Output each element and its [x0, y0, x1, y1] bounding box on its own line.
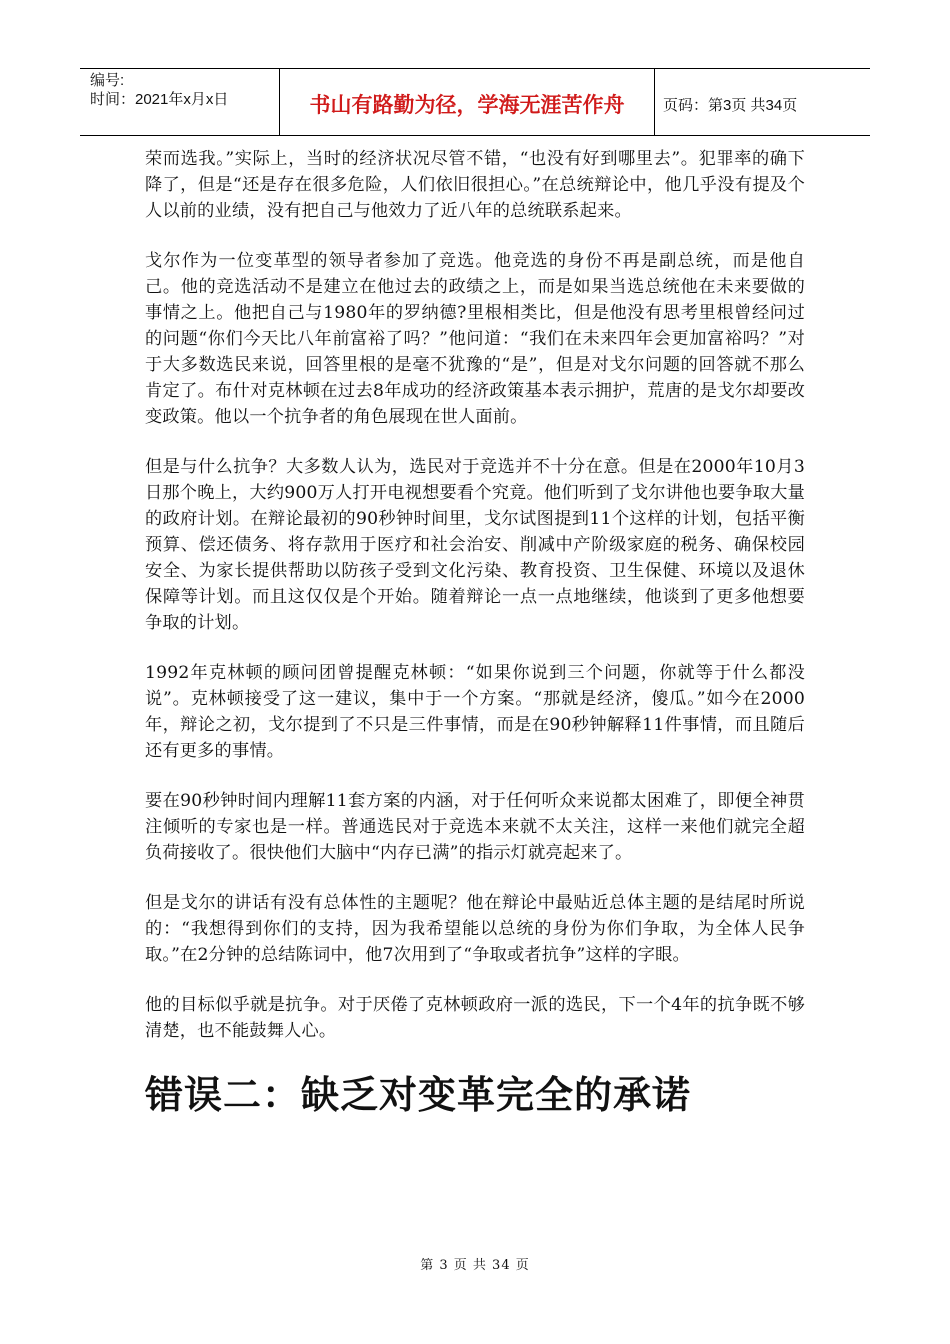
body-paragraph: 要在90秒钟时间内理解11套方案的内涵，对于任何听众来说都太困难了，即便全神贯注倾听的专家也是一样。普通选民对于竞选本来就不太关注，这样一来他们就完全超负荷接收了。很快他们大脑中“内存已满”的指示灯就亮起来了。 [145, 791, 805, 863]
header-motto: 书山有路勤为径，学海无涯苦作舟 [280, 69, 655, 135]
body-paragraph: 戈尔作为一位变革型的领导者参加了竞选。他竞选的身份不再是副总统，而是他自己。他的竞选活动不是建立在他过去的政绩之上，而是如果当选总统他在未来要做的事情之上。他把自己与1980年的罗纳德?里根相类比，但是他没有思考里根曾经问过的问题“你们今天比八年前富裕了吗？”他问道：“我们在未来四年会更加富裕吗？”对于大多数选民来说，回答里根的是毫不犹豫的“是”，但是对戈尔问题的回答就不那么肯定了。布什对克林顿在过去8年成功的经济政策基本表示拥护，荒唐的是戈尔却要改变政策。他以一个抗争者的角色展现在世人面前。 [145, 251, 805, 427]
body-paragraph: 但是戈尔的讲话有没有总体性的主题呢？他在辩论中最贴近总体主题的是结尾时所说的：“我想得到你们的支持，因为我希望能以总统的身份为你们争取，为全体人民争取。”在2分钟的总结陈词中，他7次用到了“争取或者抗争”这样的字眼。 [145, 893, 805, 965]
document-number-label: 编号: [90, 72, 125, 89]
page-footer: 第 3 页 共 34 页 [420, 1258, 530, 1273]
section-heading: 错误二：缺乏对变革完全的承诺 [145, 1073, 692, 1117]
header-page-info: 页码：第3页 共34页 [663, 96, 798, 114]
body-paragraph: 1992年克林顿的顾问团曾提醒克林顿：“如果你说到三个问题，你就等于什么都没说”。克林顿接受了这一建议，集中于一个方案。“那就是经济，傻瓜。”如今在2000年，辩论之初，戈尔提到了不只是三件事情，而是在90秒钟解释11件事情，而且随后还有更多的事情。 [145, 663, 805, 761]
body-paragraph: 但是与什么抗争？大多数人认为，选民对于竞选并不十分在意。但是在2000年10月3日那个晚上，大约900万人打开电视想要看个究竟。他们听到了戈尔讲他也要争取大量的政府计划。在辩论最初的90秒钟时间里，戈尔试图提到11个这样的计划，包括平衡预算、偿还债务、将存款用于医疗和社会治安、削减中产阶级家庭的税务、确保校园安全、为家长提供帮助以防孩子受到文化污染、教育投资、卫生保健、环境以及退休保障等计划。而且这仅仅是个开始。随着辩论一点一点地继续，他谈到了更多他想要争取的计划。 [145, 457, 805, 633]
body-paragraph: 他的目标似乎就是抗争。对于厌倦了克林顿政府一派的选民，下一个4年的抗争既不够清楚，也不能鼓舞人心。 [145, 995, 805, 1041]
body-paragraph: 荣而选我。”实际上，当时的经济状况尽管不错，“也没有好到哪里去”。犯罪率的确下降了，但是“还是存在很多危险，人们依旧很担心。”在总统辩论中，他几乎没有提及个人以前的业绩，没有把自己与他效力了近八年的总统联系起来。 [145, 149, 805, 221]
header-meta [80, 69, 280, 135]
page-header [80, 68, 870, 136]
document-date: 时间：2021年x月x日 [90, 91, 229, 108]
document-body [145, 146, 805, 1122]
